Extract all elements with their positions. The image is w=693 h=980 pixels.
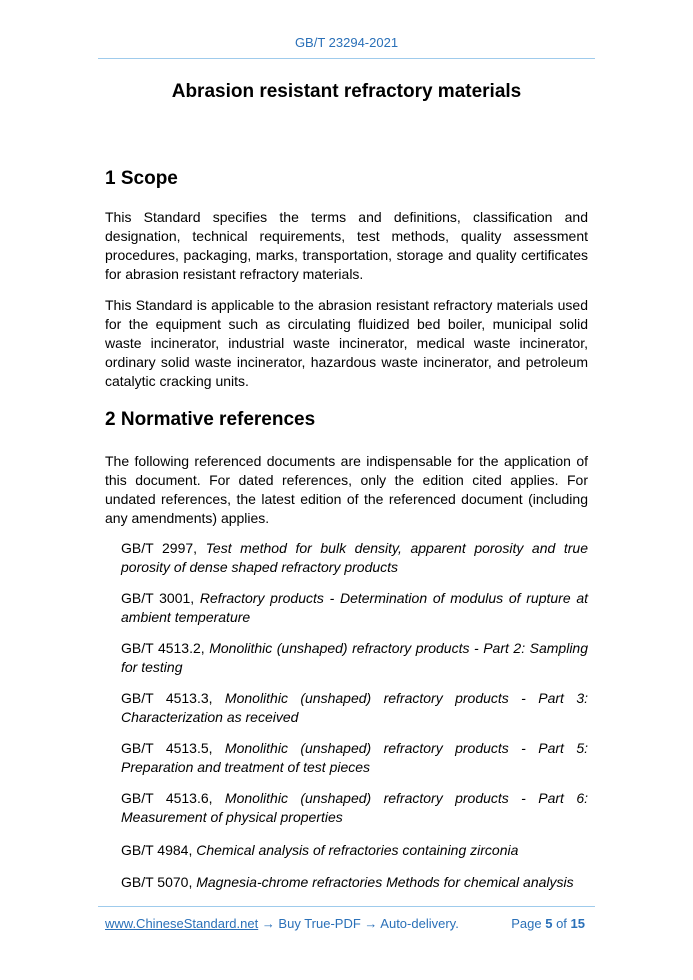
reference-title: Monolithic (unshaped) refractory products - Part 5: Preparation and treatment of test pieces <box>121 740 588 775</box>
page-indicator <box>511 916 585 931</box>
section-heading-normative-references: 2 Normative references <box>105 409 316 430</box>
scope-paragraph-1: This Standard specifies the terms and definitions, classification and designation, technical requirements, test methods, quality assessment procedures, packaging, marks, transportation, storage and quality certificates for abrasion resistant refractory materials. <box>105 209 588 282</box>
footer-promo-text: → Buy True-PDF → Auto-delivery. <box>258 916 459 931</box>
reference-code: GB/T 4513.5, <box>121 740 225 756</box>
scope-paragraph-2: This Standard is applicable to the abrasion resistant refractory materials used for the equipment such as circulating fluidized bed boiler, municipal solid waste incinerator, industrial waste incinerator, medical waste incinerator, ordinary solid waste incinerator, hazardous waste incinerator, and petroleum catalytic cracking units. <box>105 297 588 389</box>
reference-item <box>121 789 588 827</box>
total-pages: 15 <box>570 916 585 931</box>
reference-code: GB/T 2997, <box>121 540 206 556</box>
section-heading-scope: 1 Scope <box>105 168 178 189</box>
reference-title: Monolithic (unshaped) refractory products - Part 3: Characterization as received <box>121 690 588 725</box>
reference-code: GB/T 3001, <box>121 590 200 606</box>
footer-divider <box>98 906 595 907</box>
reference-code: GB/T 4984, <box>121 842 197 858</box>
reference-title: Monolithic (unshaped) refractory products - Part 6: Measurement of physical properties <box>121 790 588 825</box>
document-id-header: GB/T 23294-2021 <box>294 35 399 50</box>
header-divider <box>98 58 595 59</box>
website-link[interactable]: www.ChineseStandard.net <box>105 916 259 931</box>
reference-item <box>121 739 588 777</box>
reference-item <box>121 639 588 677</box>
current-page: 5 <box>545 916 553 931</box>
reference-code: GB/T 5070, <box>121 874 197 890</box>
reference-title: Refractory products - Determination of modulus of rupture at ambient temperature <box>121 590 588 625</box>
reference-code: GB/T 4513.6, <box>121 790 225 806</box>
reference-code: GB/T 4513.3, <box>121 690 225 706</box>
reference-title: Magnesia-chrome refractories Methods for chemical analysis <box>196 874 574 890</box>
footer <box>105 916 585 931</box>
reference-title: Test method for bulk density, apparent porosity and true porosity of dense shaped refractory products <box>121 540 588 575</box>
reference-item <box>121 841 588 860</box>
reference-code: GB/T 4513.2, <box>121 640 210 656</box>
normative-references-paragraph: The following referenced documents are indispensable for the application of this document. For dated references, only the edition cited applies. For undated references, the latest edition of the referenced document (including any amendments) applies. <box>105 453 588 526</box>
of-label: of <box>552 916 571 931</box>
document-title: Abrasion resistant refractory materials <box>171 81 522 102</box>
reference-title: Monolithic (unshaped) refractory products - Part 2: Sampling for testing <box>121 640 589 675</box>
page-label: Page <box>511 916 546 931</box>
reference-title: Chemical analysis of refractories containing zirconia <box>196 842 519 858</box>
reference-item <box>121 539 588 577</box>
reference-item <box>121 589 588 627</box>
reference-item <box>121 689 588 727</box>
reference-item <box>121 873 588 892</box>
